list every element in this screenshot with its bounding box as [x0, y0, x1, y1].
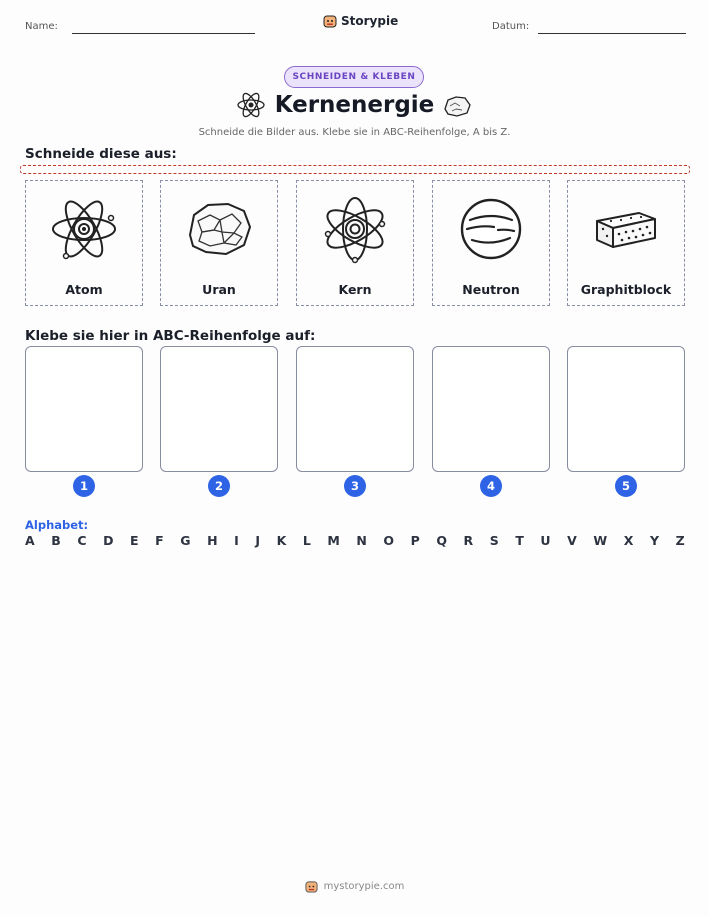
alphabet-letter: P	[410, 533, 420, 548]
alphabet-letter: D	[103, 533, 114, 548]
card-label: Neutron	[462, 282, 520, 297]
alphabet-letter: Y	[649, 533, 659, 548]
alphabet-letter: Z	[675, 533, 685, 548]
alphabet-row	[25, 533, 685, 548]
paste-heading: Klebe sie hier in ABC-Reihenfolge auf:	[25, 328, 316, 344]
footer	[0, 880, 709, 893]
alphabet-letter: U	[540, 533, 551, 548]
name-label: Name:	[25, 21, 58, 32]
cut-heading: Schneide diese aus:	[25, 146, 177, 162]
storypie-mascot-icon	[323, 14, 337, 28]
storypie-mascot-icon	[305, 880, 318, 893]
alphabet-letter: V	[567, 533, 577, 548]
paste-slot-3[interactable]	[296, 346, 414, 472]
alphabet-letter: G	[180, 533, 191, 548]
cut-card-kern[interactable]	[296, 180, 414, 306]
alphabet-letter: W	[593, 533, 608, 548]
alphabet-letter: J	[255, 533, 260, 548]
alphabet-letter: C	[77, 533, 87, 548]
alphabet-letter: L	[302, 533, 311, 548]
neutron-icon	[458, 196, 524, 262]
card-label: Atom	[65, 282, 103, 297]
brand-name: Storypie	[341, 14, 399, 28]
card-label: Uran	[202, 282, 236, 297]
slot-number-4: 4	[480, 475, 502, 497]
brand-logo	[323, 14, 398, 28]
alphabet-letter: N	[356, 533, 367, 548]
alphabet-letter: E	[130, 533, 139, 548]
alphabet-letter: X	[623, 533, 634, 548]
cut-line	[20, 165, 690, 174]
date-line[interactable]	[538, 33, 686, 34]
name-line[interactable]	[72, 33, 255, 34]
card-label: Graphitblock	[580, 282, 672, 297]
cut-card-atom[interactable]	[25, 180, 143, 306]
alphabet-letter: F	[155, 533, 164, 548]
card-label: Kern	[338, 282, 372, 297]
cut-card-uran[interactable]	[160, 180, 278, 306]
footer-site[interactable]: mystorypie.com	[323, 881, 405, 892]
nucleus-icon	[320, 194, 390, 264]
paste-slot-1[interactable]	[25, 346, 143, 472]
alphabet-label: Alphabet:	[25, 518, 89, 532]
slot-number-3: 3	[344, 475, 366, 497]
paste-slot-2[interactable]	[160, 346, 278, 472]
slot-number-1: 1	[73, 475, 95, 497]
alphabet-letter: I	[234, 533, 239, 548]
date-label: Datum:	[492, 21, 530, 32]
alphabet-letter: R	[463, 533, 474, 548]
alphabet-letter: T	[515, 533, 524, 548]
atom-icon	[49, 196, 119, 262]
slot-number-2: 2	[208, 475, 230, 497]
paste-slot-5[interactable]	[567, 346, 685, 472]
cut-card-graphitblock[interactable]	[567, 180, 685, 306]
alphabet-letter: Q	[436, 533, 447, 548]
alphabet-letter: B	[51, 533, 61, 548]
alphabet-letter: O	[383, 533, 395, 548]
cut-card-neutron[interactable]	[432, 180, 550, 306]
slot-number-5: 5	[615, 475, 637, 497]
alphabet-letter: M	[327, 533, 340, 548]
page-title: Kernenergie	[274, 92, 435, 118]
alphabet-letter: H	[207, 533, 218, 548]
activity-badge: SCHNEIDEN & KLEBEN	[284, 66, 424, 88]
paste-slot-4[interactable]	[432, 346, 550, 472]
graphite-block-icon	[591, 201, 661, 257]
alphabet-letter: A	[25, 533, 35, 548]
rock-decor-icon	[442, 94, 472, 118]
uranium-rock-icon	[184, 199, 254, 259]
alphabet-letter: S	[489, 533, 499, 548]
instructions: Schneide die Bilder aus. Klebe sie in ABC-Reihenfolge, A bis Z.	[198, 127, 511, 138]
alphabet-letter: K	[276, 533, 287, 548]
